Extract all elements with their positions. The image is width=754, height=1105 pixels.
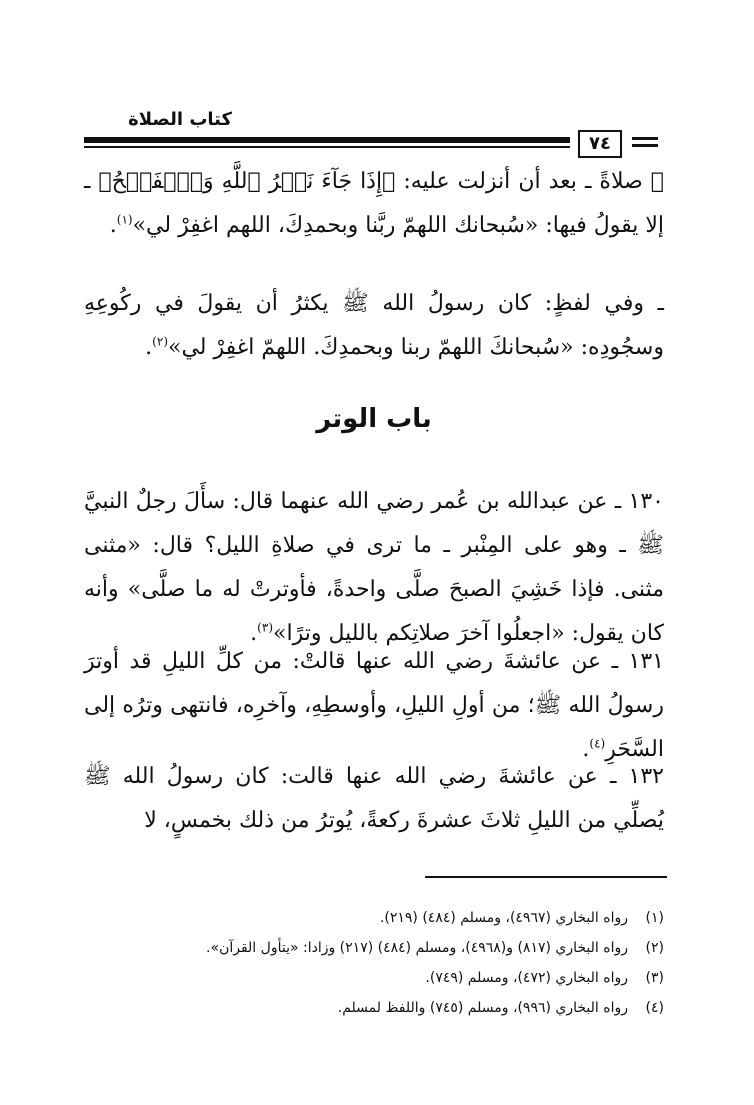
- paragraph-variant: ـ وفي لفظٍ: كان رسولُ الله ﷺ يكثرُ أن يقولَ في ركُوعِهِ وسجُودِه: «سُبحانكَ اللهمّ ربنا وبحمدِكَ. اللهمّ اغفِرْ لي»$^{(٢)}$.: [84, 291, 664, 360]
- paragraph-continued: ﷺ صلاةً ـ بعد أن أنزلت عليه: ﴿إِذَا جَآءَ نَصۡرُ ٱللَّهِ وَٱلۡفَتۡحُ﴾ ـ إلا يقولُ فيها: «سُبحانك اللهمّ ربَّنا وبحمدِكَ، اللهم اغفِرْ لي»$^{(١)}$.: [84, 169, 664, 238]
- footnote-number: (٢): [645, 940, 664, 956]
- footnote-ref: (٤): [589, 736, 606, 751]
- footnote-text: رواه البخاري (٨١٧) و(٤٩٦٨)، ومسلم (٤٨٤) (٢١٧) وزادا: «يتأول القرآن».: [206, 940, 628, 956]
- footnote-separator: [425, 876, 667, 878]
- footnote-ref: (٢): [152, 334, 168, 349]
- footnote-ref: (٣): [257, 620, 273, 635]
- footnote-number: (٤): [645, 1000, 664, 1016]
- hadith-text: ١٣١ ـ عن عائشةَ رضي الله عنها قالتْ: من كلِّ الليلِ قد أوترَ رسولُ الله ﷺ؛ من أولِ الليلِ، وأوسطِهِ، وآخرِه، فانتهى وترُه إلى السَّحَرِ: [84, 649, 664, 762]
- header-ornament: [632, 137, 658, 149]
- header-rule-thin: [84, 146, 570, 148]
- hadith-130: ١٣٠ ـ عن عبدالله بن عُمر رضي الله عنهما قال: سأَلَ رجلٌ النبيَّ ﷺ ـ وهو على المِنْبر ـ ما ترى في صلاةِ الليل؟ قال: «مثنى مثنى. فإذا خَشِيَ الصبحَ صلَّى واحدةً، فأوترتْ له ما صلَّى» وأنه كان يقول: «اجعلُوا آخرَ صلاتِكم بالليل وترًا»$^{(٣)}$.: [84, 489, 664, 646]
- footnote-text: رواه البخاري (٤٧٢)، ومسلم (٧٤٩).: [425, 970, 628, 986]
- footnote-text: رواه البخاري (٤٩٦٧)، ومسلم (٤٨٤) (٢١٩).: [379, 910, 628, 926]
- footnote: [84, 963, 664, 993]
- footnote-number: (٣): [645, 970, 664, 986]
- hadith-text: ١٣٠ ـ عن عبدالله بن عُمر رضي الله عنهما قال: سأَلَ رجلٌ النبيَّ ﷺ ـ وهو على المِنْبر ـ ما ترى في صلاةِ الليل؟ قال: «مثنى مثنى. فإذا خَشِيَ الصبحَ صلَّى واحدةً، فأوترتْ له ما صلَّى» وأنه كان يقول: «اجعلُوا آخرَ صلاتِكم بالليل وترًا»: [84, 489, 664, 646]
- running-title: كتاب الصلاة: [128, 109, 232, 130]
- footnote-ref: (١): [116, 212, 133, 227]
- footnote: [84, 903, 664, 933]
- footnote-number: (١): [645, 910, 664, 926]
- footnote-text: رواه البخاري (٩٩٦)، ومسلم (٧٤٥) واللفظ لمسلم.: [337, 1000, 628, 1016]
- hadith-131: ١٣١ ـ عن عائشةَ رضي الله عنها قالتْ: من كلِّ الليلِ قد أوترَ رسولُ الله ﷺ؛ من أولِ الليلِ، وأوسطِهِ، وآخرِه، فانتهى وترُه إلى السَّحَرِ$^{(٤)}$.: [84, 649, 664, 762]
- paragraph-text: ﷺ صلاةً ـ بعد أن أنزلت عليه: ﴿إِذَا جَآءَ نَصۡرُ ٱللَّهِ وَٱلۡفَتۡحُ﴾ ـ إلا يقولُ فيها: «سُبحانك اللهمّ ربَّنا وبحمدِكَ، اللهم اغفِرْ لي»: [84, 169, 664, 238]
- footnotes: [84, 903, 664, 1023]
- footnote: [84, 993, 664, 1023]
- paragraph-text: ـ وفي لفظٍ: كان رسولُ الله ﷺ يكثرُ أن يقولَ في ركُوعِهِ وسجُودِه: «سُبحانكَ اللهمّ ربنا وبحمدِكَ. اللهمّ اغفِرْ لي»: [84, 291, 664, 360]
- section-title: باب الوتر: [316, 404, 432, 434]
- page-number: ٧٤: [578, 130, 622, 158]
- header-rule-thick: [84, 137, 570, 143]
- hadith-text: ١٣٢ ـ عن عائشةَ رضي الله عنها قالت: كان رسولُ الله ﷺ يُصلِّي من الليلِ ثلاثَ عشرةَ ركعةً، يُوترُ من ذلك بخمسٍ، لا: [84, 764, 664, 833]
- footnote: [84, 933, 664, 963]
- hadith-132: [84, 755, 664, 843]
